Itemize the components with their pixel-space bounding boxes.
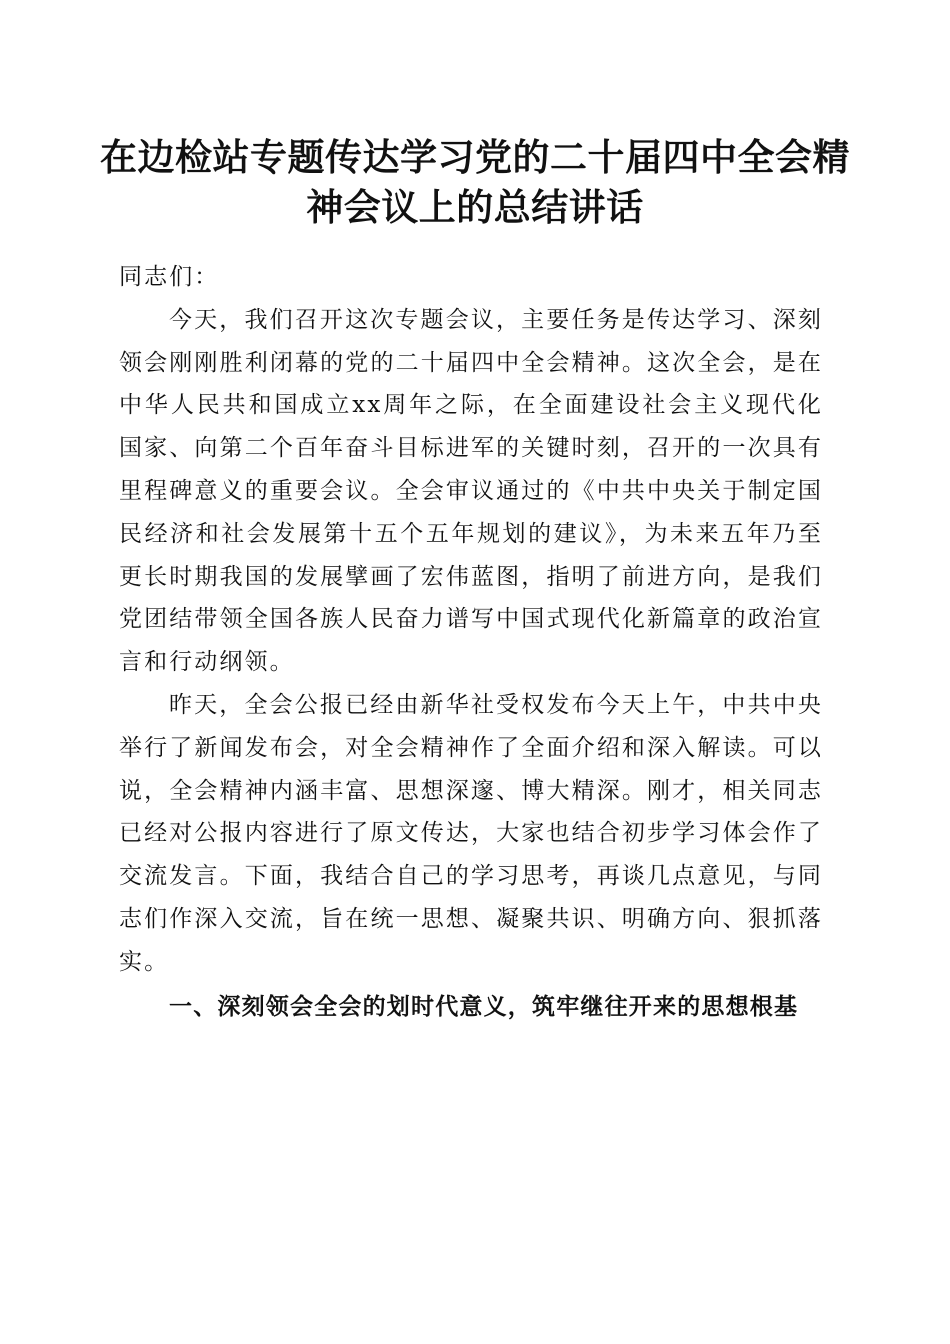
paragraph-1: 今天，我们召开这次专题会议，主要任务是传达学习、深刻领会刚刚胜利闭幕的党的二十届四中全会精神。这次全会，是在中华人民共和国成立xx周年之际，在全面建设社会主义现代化国家、向第二个百年奋斗目标进军的关键时刻，召开的一次具有里程碑意义的重要会议。全会审议通过的《中共中央关于制定国民经济和社会发展第十五个五年规划的建议》，为未来五年乃至更长时期我国的发展擘画了宏伟蓝图，指明了前进方向，是我们党团结带领全国各族人民奋力谱写中国式现代化新篇章的政治宣言和行动纲领。 (119, 306, 823, 676)
paragraph-2: 昨天，全会公报已经由新华社受权发布今天上午，中共中央举行了新闻发布会，对全会精神作了全面介绍和深入解读。可以说，全会精神内涵丰富、思想深邃、博大精深。刚才，相关同志已经对公报内容进行了原文传达，大家也结合初步学习体会作了交流发言。下面，我结合自己的学习思考，再谈几点意见，与同志们作深入交流，旨在统一思想、凝聚共识、明确方向、狠抓落实。 (119, 691, 823, 975)
title-line-1: 在边检站专题传达学习党的二十届四中全会精 (100, 135, 850, 179)
title-line-2: 神会议上的总结讲话 (306, 185, 644, 229)
document-title (100, 132, 850, 232)
section-heading-1: 一、深刻领会全会的划时代意义，筑牢继往开来的思想根基 (169, 993, 799, 1020)
document-body (119, 256, 823, 1028)
salutation: 同志们： (119, 264, 220, 290)
